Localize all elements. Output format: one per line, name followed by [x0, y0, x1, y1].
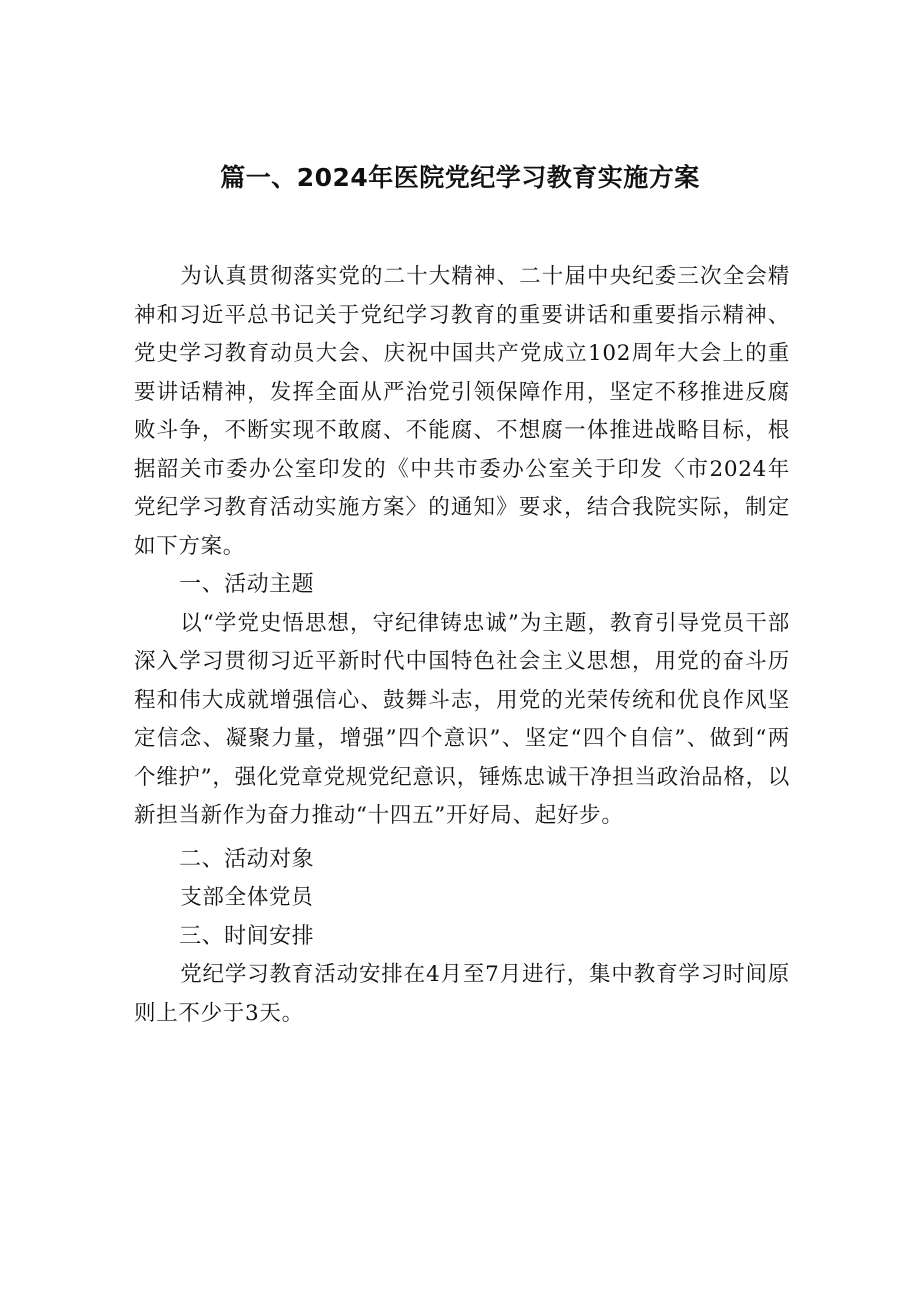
section-heading-theme: 一、活动主题	[179, 572, 315, 597]
intro-paragraph: 为认真贯彻落实党的二十大精神、二十届中央纪委三次全会精神和习近平总书记关于党纪学习教育的重要讲话和重要指示精神、党史学习教育动员大会、庆祝中国共产党成立102周年大会上的重要讲话精神，发挥全面从严治党引领保障作用，坚定不移推进反腐败斗争，不断实现不敢腐、不能腐、不想腐一体推进战略目标，根据韶关市委办公室印发的《中共市委办公室关于印发〈市2024年党纪学习教育活动实施方案〉的通知》要求，结合我院实际，制定如下方案。	[134, 264, 790, 559]
section-heading-schedule: 三、时间安排	[179, 923, 315, 949]
document-title: 篇一、2024年医院党纪学习教育实施方案	[220, 163, 700, 192]
section-paragraph-theme: 以“学党史悟思想，守纪律铸忠诚”为主题，教育引导党员干部深入学习贯彻习近平新时代中国特色社会主义思想，用党的奋斗历程和伟大成就增强信心、鼓舞斗志，用党的光荣传统和优良作风坚定信念、凝聚力量，增强”四个意识”、坚定“四个自信”、做到“两个维护”，强化党章党规党纪意识，锤炼忠诚干净担当政治品格，以新担当新作为奋力推动“十四五”开好局、起好步。	[134, 610, 790, 828]
section-paragraph-audience: 支部全体党员	[180, 885, 314, 910]
section-paragraph-schedule: 党纪学习教育活动安排在4月至7月进行，集中教育学习时间原则上不少于3天。	[134, 962, 790, 1026]
section-heading-audience: 二、活动对象	[179, 846, 315, 872]
document-body	[134, 258, 790, 1033]
